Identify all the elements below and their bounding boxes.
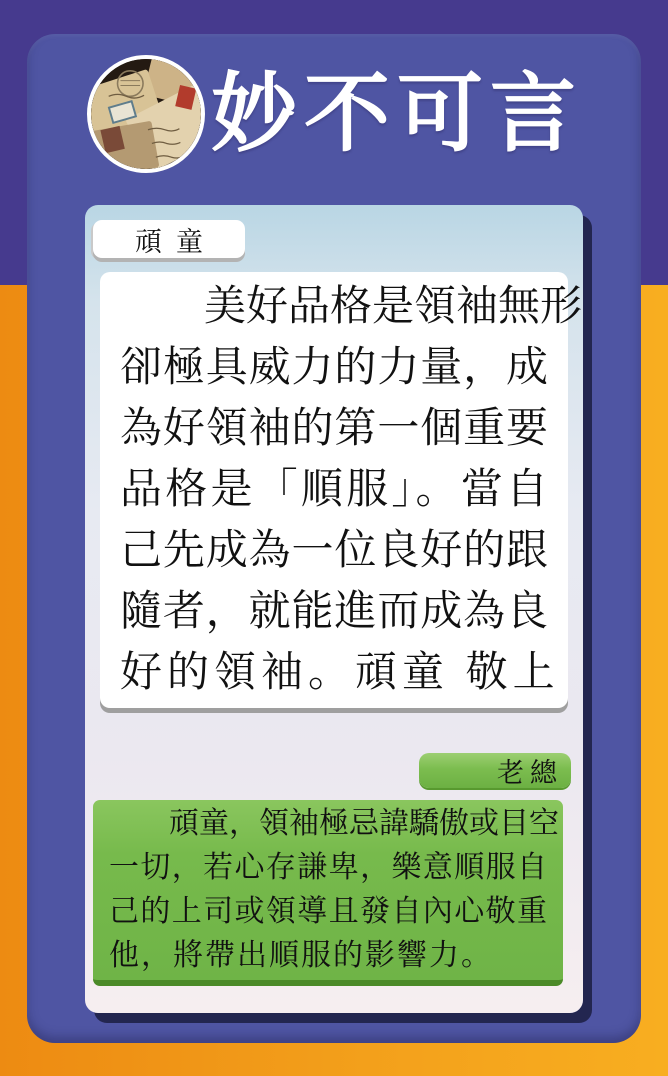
message-line: 己的上司或領導且發自內心敬重 xyxy=(109,895,547,928)
message-line: 美好品格是領袖無形 xyxy=(120,282,583,329)
message-text-laozong xyxy=(109,802,559,978)
page-title: 妙不可言 xyxy=(211,66,583,162)
message-line: 為好領袖的第一個重要 xyxy=(120,404,548,451)
message-line: 好的領袖。頑童 敬上 xyxy=(120,648,560,695)
message-line: 隨者，就能進而成為良 xyxy=(120,587,548,634)
message-line: 己先成為一位良好的跟 xyxy=(120,526,548,573)
vintage-letters-photo-icon xyxy=(91,59,201,169)
message-line: 頑童，領袖極忌諱驕傲或目空 xyxy=(109,807,559,840)
avatar xyxy=(87,55,205,173)
message-line: 一切，若心存謙卑，樂意順服自 xyxy=(109,851,547,884)
main-panel xyxy=(27,34,641,1043)
sender-name-laozong: 老總 xyxy=(497,758,563,788)
chat-card xyxy=(85,205,583,1013)
message-text-wantong xyxy=(120,275,583,702)
sender-tab-wantong xyxy=(93,220,245,258)
message-line: 卻極具威力的力量，成 xyxy=(120,343,548,390)
message-line: 他，將帶出順服的影響力。 xyxy=(109,939,493,972)
message-bubble-laozong xyxy=(93,800,563,986)
message-line: 品格是「順服」。當自 xyxy=(120,465,548,512)
sender-tab-laozong xyxy=(419,753,571,788)
sender-name-wantong: 頑童 xyxy=(135,226,217,257)
message-bubble-wantong xyxy=(100,272,583,708)
